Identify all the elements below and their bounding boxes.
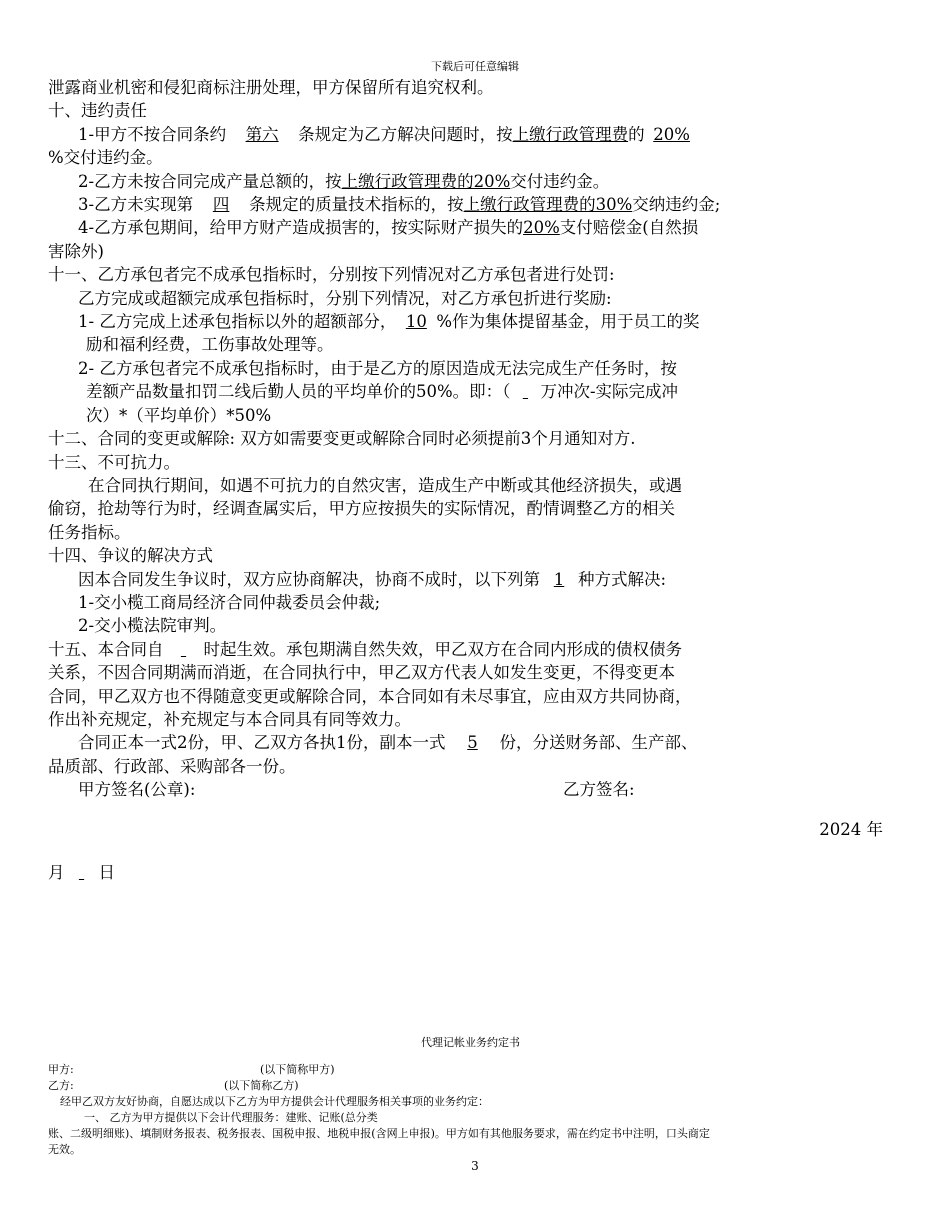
date-month-day: 月 日 (48, 861, 893, 884)
fill-blank (510, 380, 540, 403)
party-b-row (48, 1078, 893, 1094)
text-line: 3-乙方未实现第 四 条规定的质量技术指标的，按上缴行政管理费的30%交纳违约金; (48, 193, 893, 216)
party-a-label: 甲方: (48, 1063, 74, 1076)
party-a-signature-label: 甲方签名(公章): (78, 780, 196, 800)
fill-blank: 四 (212, 195, 230, 215)
text-line: 1-交小榄工商局经济合同仲裁委员会仲裁; (78, 592, 381, 612)
text-line: 关系，不因合同期满而消逝，在合同执行中，甲乙双方代表人如发生变更，不得变更本 (48, 663, 675, 683)
text-line: 次）*（平均单价）*50% (86, 405, 272, 425)
section-heading-10: 十、违约责任 (48, 101, 147, 121)
text-line: 合同，甲乙双方也不得随意变更或解除合同，本合同如有未尽事宜，应由双方共同协商， (48, 686, 692, 706)
signature-row (48, 778, 893, 801)
text-line: 2-交小榄法院审判。 (78, 616, 227, 636)
text-line: 1- 乙方完成上述承包指标以外的超额部分， 10 %作为集体提留基金，用于员工的奖 (48, 310, 893, 333)
fill-blank: 1 (553, 569, 565, 589)
section-heading-13: 十三、不可抗力。 (48, 452, 180, 472)
text-line: 因本合同发生争议时，双方应协商解决，协商不成时，以下列第 1 种方式解决: (48, 568, 893, 591)
party-b-label: 乙方: (48, 1079, 74, 1092)
fill-blank: 20% (523, 218, 560, 238)
fill-blank: 上缴行政管理费 (512, 124, 629, 144)
text-line: 在合同执行期间，如遇不可抗力的自然灾害，造成生产中断或其他经济损失，或遇 (88, 475, 682, 495)
section-heading-15: 十五、本合同自 时起生效。承包期满自然失效，甲乙双方在合同内形成的债权债务 (48, 638, 893, 661)
party-a-note: (以下简称甲方) (260, 1063, 335, 1076)
text-line: 2- 乙方承包者完不成承包指标时，由于是乙方的原因造成无法完成生产任务时，按 (78, 358, 677, 378)
fill-blank: 20% (653, 124, 690, 144)
text-line: 1-甲方不按合同条约 第六 条规定为乙方解决问题时，按上缴行政管理费的 20% (48, 123, 893, 146)
section-heading-14: 十四、争议的解决方式 (48, 546, 213, 566)
contract-body (48, 76, 893, 884)
party-a-row (48, 1062, 893, 1078)
fill-blank (164, 638, 204, 661)
text-line: 品质部、行政部、采购部各一份。 (48, 756, 296, 776)
text-line: 作出补充规定，补充规定与本合同具有同等效力。 (48, 709, 411, 729)
party-b-note: (以下简称乙方) (224, 1079, 299, 1092)
text-line: 泄露商业机密和侵犯商标注册处理，甲方保留所有追究权利。 (48, 78, 494, 97)
text-line: %交付违约金。 (48, 148, 163, 168)
text-line: 偷窃，抢劫等行为时，经调查属实后，甲方应按损失的实际情况，酌情调整乙方的相关 (48, 499, 675, 519)
fill-blank: 上缴行政管理费的20% (341, 171, 511, 191)
bookkeeping-agreement (48, 1035, 893, 1158)
text-line: 乙方完成或超额完成承包指标时，分别下列情况，对乙方承包折进行奖励: (78, 288, 612, 308)
agreement-item-1: 一、 乙方为甲方提供以下会计代理服务：建账、记账(总分类 (84, 1111, 378, 1124)
agreement-intro: 经甲乙双方友好协商，自愿达成以下乙方为甲方提供会计代理服务相关事项的业务约定： (60, 1095, 489, 1108)
fill-blank: 第六 (245, 124, 279, 144)
page-header-note: 下载后可任意编辑 (431, 60, 519, 73)
agreement-item-1-end: 无效。 (48, 1143, 81, 1156)
text-line: 差额产品数量扣罚二线后勤人员的平均单价的50%。即：（ 万冲次-实际完成冲 (48, 380, 893, 403)
fill-blank: 上缴行政管理费的30% (463, 195, 633, 215)
text-line: 任务指标。 (48, 522, 131, 542)
fill-blank: 5 (467, 733, 478, 753)
text-line: 2-乙方未按合同完成产量总额的，按上缴行政管理费的20%交付违约金。 (48, 170, 893, 193)
agreement-item-1-cont: 账、二级明细账)、填制财务报表、税务报表、国税申报、地税申报(含网上申报)。甲方如有其他服务要求，需在约定书中注明，口头商定 (48, 1127, 710, 1140)
page-number: 3 (471, 1159, 479, 1173)
date-year: 2024 年 (819, 819, 883, 839)
section-heading-12: 十二、合同的变更或解除: 双方如需要变更或解除合同时必须提前3个月通知对方. (48, 429, 636, 449)
text-line: 励和福利经费，工伤事故处理等。 (86, 335, 334, 355)
agreement-title: 代理记帐业务约定书 (421, 1036, 520, 1049)
fill-blank: 10 (405, 312, 427, 332)
section-heading-11: 十一、乙方承包者完不成承包指标时，分别按下列情况对乙方承包者进行处罚: (48, 265, 615, 285)
text-line: 4-乙方承包期间，给甲方财产造成损害的，按实际财产损失的20%支付赔偿金(自然损 (48, 216, 893, 239)
text-line: 害除外) (48, 241, 104, 261)
text-line: 合同正本一式2份，甲、乙双方各执1份，副本一式 5 份，分送财务部、生产部、 (48, 731, 893, 754)
fill-blank (65, 861, 99, 884)
party-b-signature-label: 乙方签名: (563, 780, 635, 800)
